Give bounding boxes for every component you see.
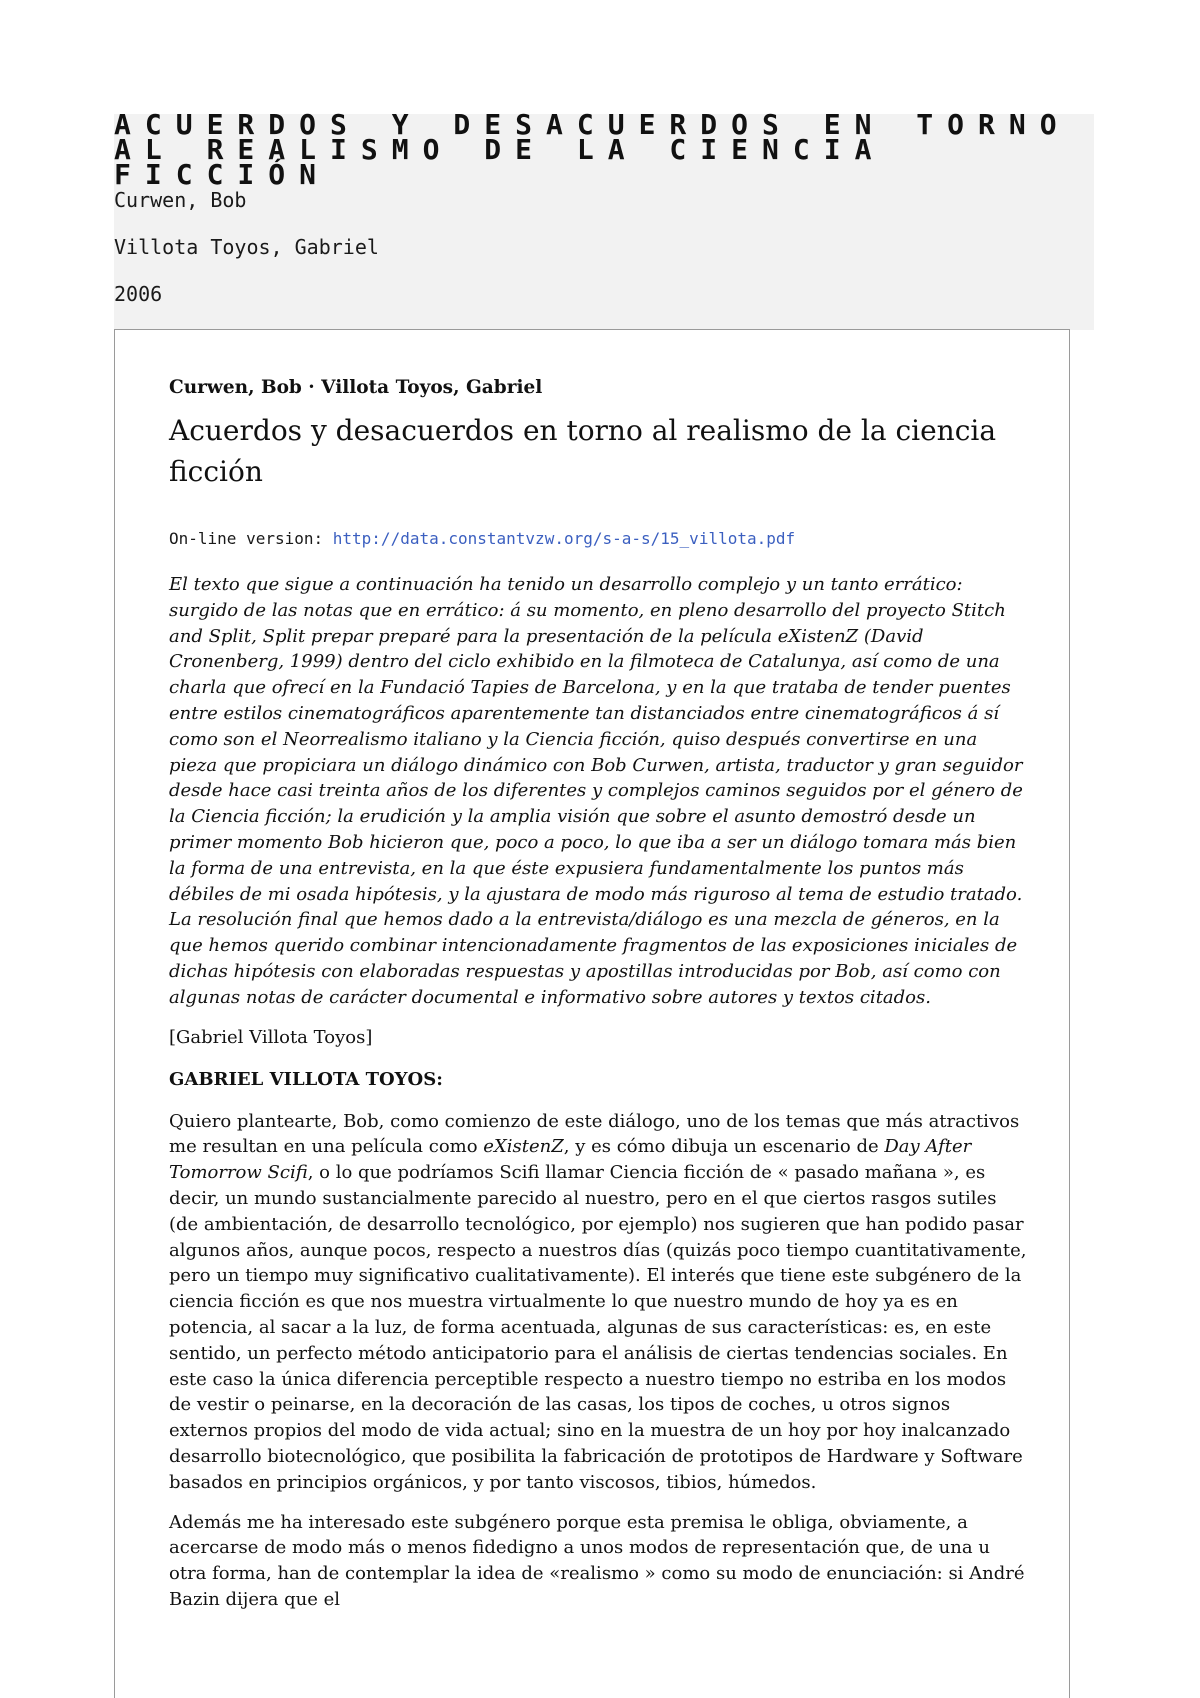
film-title-existenz: eXistenZ [483,1136,564,1158]
body-paragraph-1-part-a: Quiero plantearte, Bob, como comienzo de este diálogo, uno de los temas que más atractivos me resultan en una película como [169,1110,1020,1158]
online-version-link[interactable]: http://data.constantvzw.org/s-a-s/15_villota.pdf [332,529,796,548]
abstract-signature: [Gabriel Villota Toyos] [169,1026,373,1048]
body-paragraph-1 [169,1109,1029,1496]
abstract-paragraph: El texto que sigue a continuación ha tenido un desarrollo complejo y un tanto errático: surgido de las notas que en errático: á su momento, en pleno desarrollo del proyecto Stitch and Split, Split prepar preparé para la presentación de la película eXistenZ (David Cronenberg, 1999) dentro del ciclo exhibido en la filmoteca de Catalunya, así como de una charla que ofrecí en la Fundació Tapies de Barcelona, y en la que trataba de tender puentes entre estilos cinematográficos aparentemente tan distanciados entre cinematográficos á sí como son el Neorrealismo italiano y la Ciencia ficción, quiso después convertirse en una pieza que propiciara un diálogo dinámico con Bob Curwen, artista, traductor y gran seguidor desde hace casi treinta años de los diferentes y complejos caminos seguidos por el género de la Ciencia ficción; la erudición y la amplia visión que sobre el asunto demostró desde un primer momento Bob hicieron que, poco a poco, lo que iba a ser un diálogo tomara más bien la forma de una entrevista, en la que éste expusiera fundamentalmente los puntos más débiles de mi osada hipótesis, y la ajustara de modo más riguroso al tema de estudio tratado. La resolución final que hemos dado a la entrevista/diálogo es una mezcla de géneros, en la que hemos querido combinar intencionadamente fragmentos de las exposiciones iniciales de dichas hipótesis con elaboradas respuestas y apostillas introducidas por Bob, así como con algunas notas de carácter documental e informativo sobre autores y textos citados. [169,574,1023,1008]
online-version-label: On-line version: [169,529,333,548]
author-2: Villota Toyos, Gabriel [114,235,379,259]
body-paragraph-1-part-b: , y es cómo dibuja un escenario de [563,1136,885,1158]
subgenre-term: Day After Tomorrow Scifi [169,1136,972,1184]
page-title: ACUERDOS Y DESACUERDOS EN TORNO AL REALISMO DE LA CIENCIA FICCIÓN [114,108,1071,191]
body-paragraph-1-part-c: , o lo que podríamos Scifi llamar Ciencia ficción de « pasado mañana », es decir, un mundo sustancialmente parecido al nuestro, pero en el que ciertos rasgos sutiles (de ambientación, de desarrollo tecnológico, por ejemplo) nos sugieren que han podido pasar algunos años, aunque pocos, respecto a nuestros días (quizás poco tiempo cuantitativamente, pero un tiempo muy significativo cualitativamente). El interés que tiene este subgénero de la ciencia ficción es que nos muestra virtualmente lo que nuestro mundo de hoy ya es en potencia, al sacar a la luz, de forma acentuada, algunas de sus características: es, en este sentido, un perfecto método anticipatorio para el análisis de ciertas tendencias sociales. En este caso la única diferencia perceptible respecto a nuestro tiempo no estriba en los modos de vestir o peinarse, en la decoración de las casas, los tipos de coches, u otros signos externos propios del modo de vida actual; sino en la muestra de un hoy por hoy inalcanzado desarrollo biotecnológico, que posibilita la fabricación de prototipos de Hardware y Software basados en principios orgánicos, y por tanto viscosos, tibios, húmedos. [169,1162,1027,1493]
author-1: Curwen, Bob [114,188,247,212]
body-paragraph-2: Además me ha interesado este subgénero porque esta premisa le obliga, obviamente, a acercarse de modo más o menos fidedigno a unos modos de representación que, de una u otra forma, han de contemplar la idea de «realismo » como su modo de enunciación: si André Bazin dijera que el [169,1511,1025,1610]
document-authors: Curwen, Bob · Villota Toyos, Gabriel [169,377,543,398]
document-body [169,376,1029,1627]
speaker-heading: GABRIEL VILLOTA TOYOS: [169,1068,443,1090]
online-version [169,528,1029,550]
document-title: Acuerdos y desacuerdos en torno al realismo de la ciencia ficción [169,414,997,488]
publication-year: 2006 [114,282,163,306]
